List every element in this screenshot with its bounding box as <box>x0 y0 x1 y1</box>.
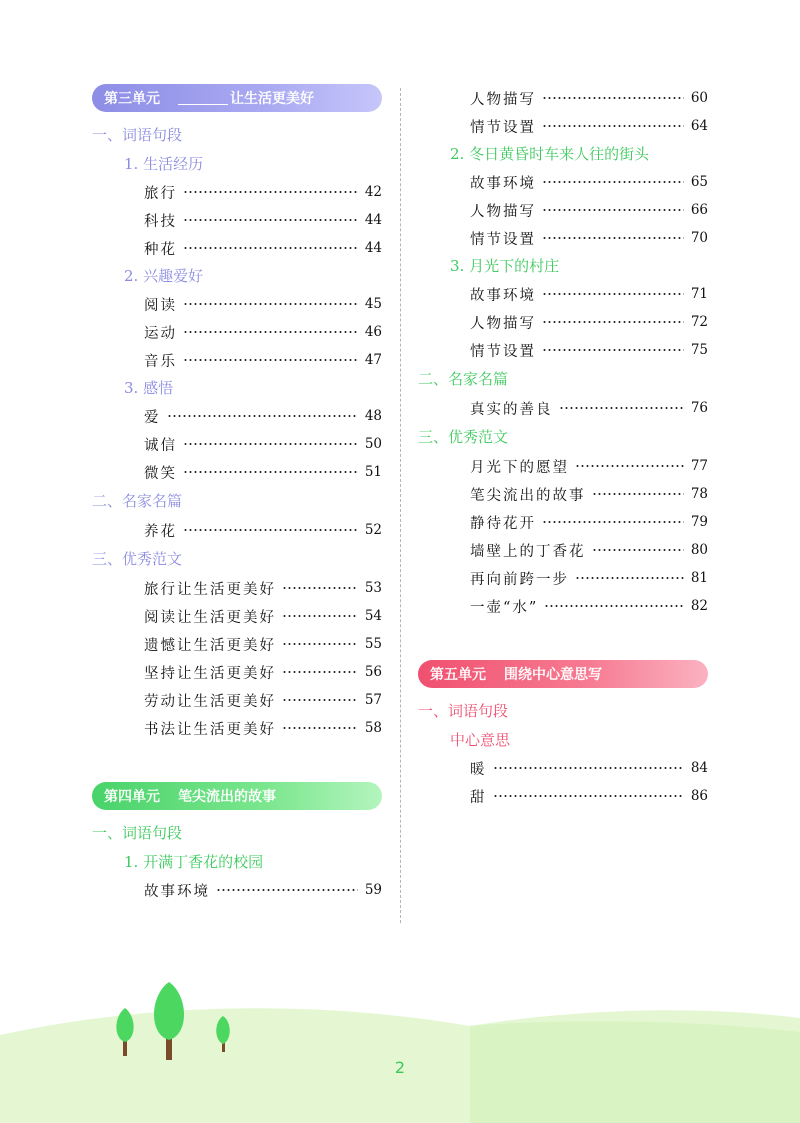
entry-page-number: 80 <box>690 542 708 558</box>
toc-entry[interactable] <box>418 308 708 336</box>
entry-title: 旅行让生活更美好 <box>144 581 276 598</box>
unit3-sub-insights: 3. 感悟 <box>124 379 174 397</box>
footer-landscape <box>0 960 800 1123</box>
entry-page-number: 56 <box>364 664 382 680</box>
entry-title: 人物描写 <box>470 315 536 332</box>
entry-title: 暖 <box>470 761 487 778</box>
toc-entry[interactable] <box>92 516 382 544</box>
entry-page-number: 55 <box>364 636 382 652</box>
dot-leader <box>575 577 684 579</box>
dot-leader <box>282 671 358 673</box>
entry-page-number: 46 <box>364 324 382 340</box>
toc-entry[interactable] <box>92 714 382 742</box>
column-divider <box>400 88 401 923</box>
unit4-sub-campus: 1. 开满丁香花的校园 <box>124 853 264 871</box>
dot-leader <box>542 97 684 99</box>
entry-page-number: 70 <box>690 230 708 246</box>
dot-leader <box>575 465 684 467</box>
dot-leader <box>542 209 684 211</box>
entry-page-number: 58 <box>364 720 382 736</box>
entry-title: 月光下的愿望 <box>470 459 569 476</box>
unit5-sub1-list <box>418 754 708 810</box>
entry-title: 故事环境 <box>144 883 210 900</box>
unit4-section-phrases: 一、词语句段 <box>92 824 183 842</box>
entry-title: 笔尖流出的故事 <box>470 487 586 504</box>
dot-leader <box>493 767 685 769</box>
dot-leader <box>183 191 358 193</box>
entry-title: 故事环境 <box>470 175 536 192</box>
toc-entry[interactable] <box>92 346 382 374</box>
unit4-sub1-list-left <box>92 876 382 904</box>
unit3-banner[interactable] <box>92 84 382 112</box>
toc-right-column <box>418 84 708 810</box>
entry-page-number: 84 <box>690 760 708 776</box>
entry-title: 一壶“水” <box>470 599 539 616</box>
toc-entry[interactable] <box>418 452 708 480</box>
toc-entry[interactable] <box>418 592 708 620</box>
entry-title: 科技 <box>144 213 177 230</box>
entry-page-number: 51 <box>364 464 382 480</box>
unit4-sub3-list <box>418 280 708 364</box>
toc-entry[interactable] <box>92 574 382 602</box>
toc-entry[interactable] <box>92 658 382 686</box>
unit5-sub-central-idea: 中心意思 <box>450 731 511 749</box>
toc-entry[interactable] <box>418 394 708 422</box>
entry-page-number: 54 <box>364 608 382 624</box>
unit5-section-phrases: 一、词语句段 <box>418 702 509 720</box>
dot-leader <box>542 237 684 239</box>
entry-title: 情节设置 <box>470 119 536 136</box>
entry-title: 甜 <box>470 789 487 806</box>
unit4-sec2-list <box>418 394 708 422</box>
toc-entry[interactable] <box>418 480 708 508</box>
entry-title: 养花 <box>144 523 177 540</box>
dot-leader <box>493 795 685 797</box>
toc-entry[interactable] <box>92 178 382 206</box>
entry-title: 遗憾让生活更美好 <box>144 637 276 654</box>
entry-title: 人物描写 <box>470 91 536 108</box>
entry-title: 阅读让生活更美好 <box>144 609 276 626</box>
toc-entry[interactable] <box>418 336 708 364</box>
toc-entry[interactable] <box>92 234 382 262</box>
entry-page-number: 42 <box>364 184 382 200</box>
unit3-sub3-list <box>92 402 382 486</box>
toc-entry[interactable] <box>418 84 708 112</box>
unit4-sec3-list <box>418 452 708 620</box>
entry-title: 人物描写 <box>470 203 536 220</box>
unit4-banner-unit: 第四单元 <box>104 789 160 805</box>
toc-entry[interactable] <box>418 112 708 140</box>
dot-leader <box>282 587 358 589</box>
unit3-section-phrases: 一、词语句段 <box>92 126 183 144</box>
toc-entry[interactable] <box>92 430 382 458</box>
toc-entry[interactable] <box>92 630 382 658</box>
toc-entry[interactable] <box>418 782 708 810</box>
dot-leader <box>542 181 684 183</box>
unit4-banner-title: 笔尖流出的故事 <box>178 789 276 805</box>
dot-leader <box>282 727 358 729</box>
unit3-title-blank <box>178 92 228 105</box>
dot-leader <box>282 643 358 645</box>
unit5-banner-unit: 第五单元 <box>430 667 486 683</box>
entry-page-number: 79 <box>690 514 708 530</box>
entry-title: 书法让生活更美好 <box>144 721 276 738</box>
toc-entry[interactable] <box>92 206 382 234</box>
entry-title: 爱 <box>144 409 161 426</box>
toc-entry[interactable] <box>92 686 382 714</box>
unit4-section-samples: 三、优秀范文 <box>418 428 509 446</box>
dot-leader <box>542 349 684 351</box>
entry-title: 诚信 <box>144 437 177 454</box>
toc-entry[interactable] <box>418 196 708 224</box>
dot-leader <box>183 247 358 249</box>
entry-page-number: 53 <box>364 580 382 596</box>
unit3-sub-hobbies: 2. 兴趣爱好 <box>124 267 204 285</box>
toc-entry[interactable] <box>92 402 382 430</box>
unit5-banner[interactable] <box>418 660 708 688</box>
entry-title: 墙壁上的丁香花 <box>470 543 586 560</box>
entry-page-number: 64 <box>690 118 708 134</box>
entry-page-number: 50 <box>364 436 382 452</box>
unit4-sub-village: 3. 月光下的村庄 <box>450 257 560 275</box>
entry-page-number: 75 <box>690 342 708 358</box>
dot-leader <box>183 529 358 531</box>
entry-page-number: 65 <box>690 174 708 190</box>
toc-entry[interactable] <box>418 536 708 564</box>
dot-leader <box>542 293 684 295</box>
entry-page-number: 52 <box>364 522 382 538</box>
unit3-banner-unit: 第三单元 <box>104 91 160 107</box>
dot-leader <box>167 415 359 417</box>
page-number: 2 <box>394 1058 406 1077</box>
dot-leader <box>216 889 358 891</box>
dot-leader <box>183 443 358 445</box>
entry-title: 阅读 <box>144 297 177 314</box>
unit4-sub1-list-right <box>418 84 708 140</box>
toc-entry[interactable] <box>418 508 708 536</box>
unit4-section-famous: 二、名家名篇 <box>418 370 509 388</box>
entry-page-number: 45 <box>364 296 382 312</box>
toc-entry[interactable] <box>92 876 382 904</box>
toc-entry[interactable] <box>418 224 708 252</box>
dot-leader <box>542 125 684 127</box>
unit3-banner-title: 让生活更美好 <box>230 91 314 107</box>
dot-leader <box>592 549 685 551</box>
toc-entry[interactable] <box>92 318 382 346</box>
unit3-sub1-list <box>92 178 382 262</box>
entry-page-number: 44 <box>364 240 382 256</box>
dot-leader <box>183 303 358 305</box>
dot-leader <box>282 699 358 701</box>
entry-page-number: 44 <box>364 212 382 228</box>
entry-title: 劳动让生活更美好 <box>144 693 276 710</box>
entry-page-number: 48 <box>364 408 382 424</box>
dot-leader <box>592 493 685 495</box>
unit4-sub-street: 2. 冬日黄昏时车来人往的街头 <box>450 145 650 163</box>
entry-page-number: 57 <box>364 692 382 708</box>
entry-title: 种花 <box>144 241 177 258</box>
entry-title: 微笑 <box>144 465 177 482</box>
unit4-banner[interactable] <box>92 782 382 810</box>
toc-entry[interactable] <box>418 168 708 196</box>
entry-page-number: 47 <box>364 352 382 368</box>
entry-page-number: 78 <box>690 486 708 502</box>
unit3-sec3-list <box>92 574 382 742</box>
toc-entry[interactable] <box>418 564 708 592</box>
entry-page-number: 59 <box>364 882 382 898</box>
toc-left-column <box>92 84 382 904</box>
unit5-banner-title: 围绕中心意思写 <box>504 667 602 683</box>
entry-title: 坚持让生活更美好 <box>144 665 276 682</box>
entry-title: 再向前跨一步 <box>470 571 569 588</box>
dot-leader <box>183 471 358 473</box>
entry-title: 真实的善良 <box>470 401 553 418</box>
toc-entry[interactable] <box>92 602 382 630</box>
entry-page-number: 86 <box>690 788 708 804</box>
entry-title: 故事环境 <box>470 287 536 304</box>
entry-title: 静待花开 <box>470 515 536 532</box>
unit3-section-famous: 二、名家名篇 <box>92 492 183 510</box>
dot-leader <box>183 219 358 221</box>
toc-entry[interactable] <box>418 280 708 308</box>
unit3-sub-life-experience: 1. 生活经历 <box>124 155 204 173</box>
entry-page-number: 77 <box>690 458 708 474</box>
unit3-sub2-list <box>92 290 382 374</box>
dot-leader <box>559 407 685 409</box>
toc-entry[interactable] <box>92 290 382 318</box>
unit3-sec2-list <box>92 516 382 544</box>
entry-page-number: 72 <box>690 314 708 330</box>
unit3-section-samples: 三、优秀范文 <box>92 550 183 568</box>
dot-leader <box>542 321 684 323</box>
toc-entry[interactable] <box>418 754 708 782</box>
dot-leader <box>282 615 358 617</box>
dot-leader <box>183 359 358 361</box>
entry-title: 情节设置 <box>470 231 536 248</box>
dot-leader <box>544 605 684 607</box>
entry-title: 运动 <box>144 325 177 342</box>
entry-page-number: 66 <box>690 202 708 218</box>
entry-title: 情节设置 <box>470 343 536 360</box>
entry-page-number: 82 <box>690 598 708 614</box>
unit4-sub2-list <box>418 168 708 252</box>
entry-page-number: 60 <box>690 90 708 106</box>
dot-leader <box>183 331 358 333</box>
entry-page-number: 71 <box>690 286 708 302</box>
entry-title: 旅行 <box>144 185 177 202</box>
entry-title: 音乐 <box>144 353 177 370</box>
entry-page-number: 81 <box>690 570 708 586</box>
toc-entry[interactable] <box>92 458 382 486</box>
entry-page-number: 76 <box>690 400 708 416</box>
dot-leader <box>542 521 684 523</box>
